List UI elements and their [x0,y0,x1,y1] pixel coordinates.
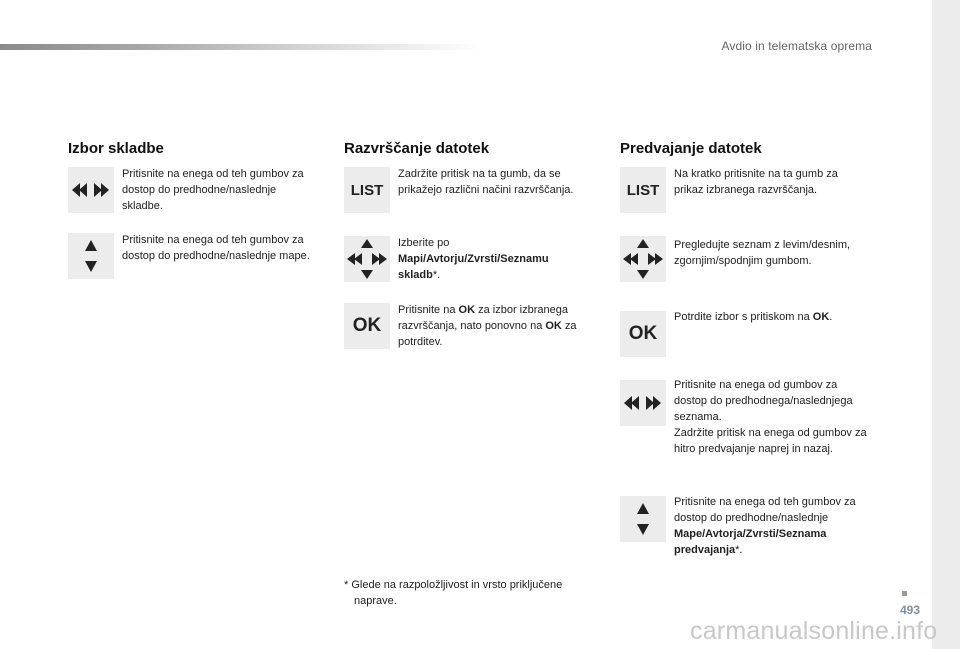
ok-label: OK [352,315,382,336]
desc-3-text-b: za izbor izbranega razvrščanja, nato ponovno na [398,304,568,332]
desc-3-bold: OK [812,311,830,323]
ok-button-icon [620,311,666,357]
desc-3-text-a: Potrdite izbor s pritiskom na [674,311,813,323]
ok-label: OK [628,323,658,344]
predvajanje-desc-4 [674,377,869,457]
prev-next-icon [620,380,666,426]
predvajanje-desc-5 [674,494,869,558]
four-way-arrows-icon [620,236,666,282]
izbor-skladbe-desc-1: Pritisnite na enega od teh gumbov za dostop do predhodne/naslednje skladbe. [122,168,304,212]
watermark: carmanualsonline.info [690,617,938,645]
footnote-line-1: * Glede na razpoložljivost in vrsto priključene [344,579,563,591]
footnote [344,577,604,609]
desc-3-text-b: . [829,311,833,323]
footnote-line-2: naprave. [354,595,397,607]
razvrscanje-desc-3 [398,302,593,350]
predvajanje-desc-2: Pregledujte seznam z levim/desnim, zgornjim/spodnjim gumbom. [674,239,851,267]
up-down-icon [620,496,666,542]
predvajanje-desc-3 [674,309,869,325]
prev-next-icon [68,167,114,213]
desc-3-text-a: Pritisnite na [398,304,459,316]
desc-3-bold-2: OK [545,320,562,332]
desc-4-text-b: Zadržite pritisk na enega od gumbov za hitro predvajanje naprej in nazaj. [674,427,867,455]
list-label: LIST [626,181,660,199]
predvajanje-desc-1: Na kratko pritisnite na ta gumb za prikaz izbranega razvrščanja. [674,168,838,196]
section-title-izbor-skladbe: Izbor skladbe [68,140,164,157]
list-button-icon [344,167,390,213]
desc-3-text-c: za potrditev. [398,320,577,348]
page-number: 493 [900,603,921,617]
section-title-predvajanje: Predvajanje datotek [620,140,762,157]
razvrscanje-desc-2 [398,235,588,283]
desc-3-bold-1: OK [458,304,476,316]
header-decor-bar [0,44,480,50]
razvrscanje-desc-2-suffix: *. [432,269,441,281]
four-way-arrows-icon [344,236,390,282]
desc-4-text-a: Pritisnite na enega od gumbov za dostop do predhodnega/naslednjega seznama. [674,379,853,423]
razvrscanje-desc-2-bold: Mapi/Avtorju/Zvrsti/Seznamu skladb [398,253,549,281]
ok-button-icon [344,303,390,349]
list-button-icon [620,167,666,213]
izbor-skladbe-desc-2: Pritisnite na enega od teh gumbov za dostop do predhodne/naslednje mape. [122,234,310,262]
razvrscanje-desc-2-text: Izberite po [398,237,450,249]
desc-5-bold: Mape/Avtorja/Zvrsti/Seznama predvajanja [674,528,827,556]
page-marker [902,591,907,596]
list-label: LIST [350,181,384,199]
razvrscanje-desc-1: Zadržite pritisk na ta gumb, da se prikažejo različni načini razvrščanja. [398,168,574,196]
side-strip [932,0,960,649]
section-title-razvrscanje: Razvrščanje datotek [344,140,490,157]
page-header-title: Avdio in telematska oprema [721,39,872,53]
desc-5-text-a: Pritisnite na enega od teh gumbov za dostop do predhodne/naslednje [674,496,856,524]
desc-5-text-b: *. [735,544,743,556]
up-down-icon [68,233,114,279]
